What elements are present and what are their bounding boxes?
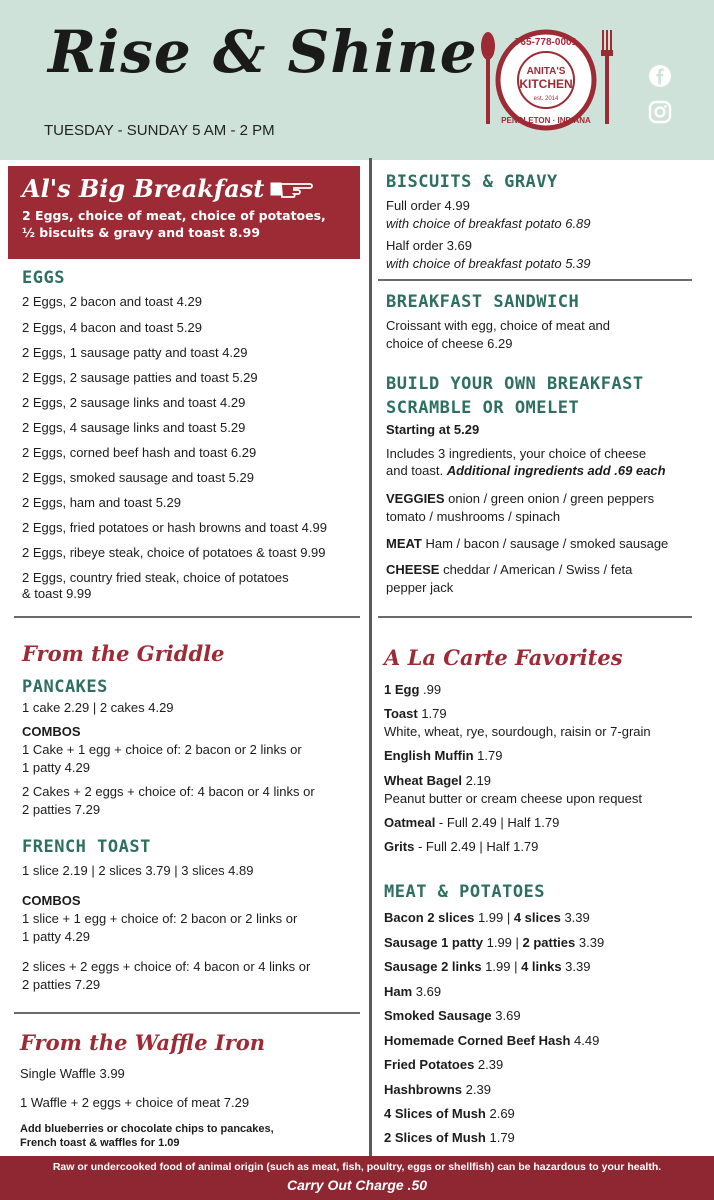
- egg-item: & toast 9.99: [22, 586, 92, 601]
- mp-mush2-label: 2 Slices of Mush: [384, 1130, 486, 1145]
- egg-item: 2 Eggs, 2 sausage links and toast 4.29: [22, 395, 246, 410]
- mp-ham-price: 3.69: [412, 984, 442, 999]
- mp-mush2-price: 1.79: [485, 1130, 515, 1145]
- logo-est: est. 2014: [533, 96, 559, 102]
- build-starting-price: Starting at 5.29: [386, 422, 480, 437]
- meat-label: MEAT: [386, 536, 422, 551]
- build-includes-2: [386, 463, 666, 479]
- hours: TUESDAY - SUNDAY 5 AM - 2 PM: [44, 122, 275, 139]
- page-title: Rise & Shine: [48, 18, 478, 86]
- french-toast-heading: FRENCH TOAST: [22, 837, 151, 857]
- alacarte-heading: A La Carte Favorites: [384, 645, 623, 670]
- griddle-heading: From the Griddle: [22, 641, 225, 666]
- mp-fried-price: 2.39: [474, 1057, 504, 1072]
- egg-item: 2 Eggs, 2 bacon and toast 4.29: [22, 294, 202, 309]
- logo-name-bottom: KITCHEN: [519, 77, 573, 91]
- facebook-icon[interactable]: [648, 64, 672, 88]
- cheese-line-2: pepper jack: [386, 580, 454, 595]
- waffle-heading: From the Waffle Iron: [20, 1030, 266, 1055]
- mp-sp-price-2: 3.39: [575, 935, 605, 950]
- meat-options: Ham / bacon / sausage / smoked sausage: [421, 536, 669, 551]
- mp-mush4-price: 2.69: [485, 1106, 515, 1121]
- footer: [0, 1156, 714, 1200]
- french-toast-prices: 1 slice 2.19 | 2 slices 3.79 | 3 slices 4.89: [22, 863, 254, 878]
- mp-sausage-patty: [384, 935, 604, 951]
- veggies-line-1: [386, 491, 654, 507]
- mp-sl-label: Sausage 2 links: [384, 959, 482, 974]
- cheese-options: cheddar / American / Swiss / feta: [439, 562, 633, 577]
- mp-mush4-label: 4 Slices of Mush: [384, 1106, 486, 1121]
- egg-price: .99: [419, 682, 442, 697]
- eggs-heading: EGGS: [22, 268, 65, 288]
- mp-bacon-price-1: 1.99 |: [474, 910, 514, 925]
- sandwich-desc-1: Croissant with egg, choice of meat and: [386, 318, 611, 333]
- mp-smoked-price: 3.69: [491, 1008, 521, 1023]
- cheese-label: CHEESE: [386, 562, 440, 577]
- egg-item: 2 Eggs, fried potatoes or hash browns and toast 4.99: [22, 520, 327, 535]
- biscuits-heading: BISCUITS & GRAVY: [386, 172, 558, 192]
- pancakes-prices: 1 cake 2.29 | 2 cakes 4.29: [22, 700, 174, 715]
- single-waffle: Single Waffle 3.99: [20, 1066, 125, 1081]
- mp-sl-price-2: 3.39: [561, 959, 591, 974]
- big-breakfast-line2: ½ biscuits & gravy and toast 8.99: [22, 225, 261, 240]
- divider: [14, 616, 360, 618]
- sandwich-desc-2: choice of cheese 6.29: [386, 336, 513, 351]
- addon-note-1: Add blueberries or chocolate chips to pancakes,: [20, 1123, 274, 1135]
- mp-hash-label: Homemade Corned Beef Hash: [384, 1033, 571, 1048]
- pancake-combo-1b: 1 patty 4.29: [22, 760, 90, 775]
- egg-item: 2 Eggs, 2 sausage patties and toast 5.29: [22, 370, 258, 385]
- mp-hashbrowns: [384, 1082, 491, 1098]
- mp-fried: [384, 1057, 503, 1073]
- muffin-price: 1.79: [473, 748, 503, 763]
- egg-item: 2 Eggs, ham and toast 5.29: [22, 495, 181, 510]
- logo-location: PENDLETON · INDIANA: [501, 116, 591, 125]
- meat-line: [386, 536, 668, 552]
- build-includes-1: Includes 3 ingredients, your choice of cheese: [386, 446, 647, 461]
- mp-sl-label-2: 4 links: [521, 959, 562, 974]
- pancake-combo-2b: 2 patties 7.29: [22, 802, 101, 817]
- oatmeal-price: - Full 2.49 | Half 1.79: [435, 815, 560, 830]
- muffin-label: English Muffin: [384, 748, 474, 763]
- toast-price: 1.79: [417, 706, 447, 721]
- grits-label: Grits: [384, 839, 415, 854]
- cheese-line-1: [386, 562, 632, 578]
- spoon-icon: [481, 32, 495, 124]
- mp-bacon: [384, 910, 590, 926]
- mp-bacon-label-2: 4 slices: [513, 910, 561, 925]
- french-toast-combos-heading: COMBOS: [22, 893, 81, 908]
- french-toast-combo-1b: 1 patty 4.29: [22, 929, 90, 944]
- biscuits-half: Half order 3.69: [386, 238, 472, 253]
- egg-item: 2 Eggs, country fried steak, choice of potatoes: [22, 570, 289, 585]
- mp-fried-label: Fried Potatoes: [384, 1057, 475, 1072]
- alacarte-toast: [384, 706, 447, 722]
- build-heading-1: BUILD YOUR OWN BREAKFAST: [386, 374, 644, 394]
- egg-item: 2 Eggs, 1 sausage patty and toast 4.29: [22, 345, 248, 360]
- french-toast-combo-2a: 2 slices + 2 eggs + choice of: 4 bacon or 4 links or: [22, 959, 311, 974]
- logo-name-top: ANITA'S: [526, 66, 566, 77]
- mp-sp-price-1: 1.99 |: [483, 935, 523, 950]
- header: [0, 0, 714, 160]
- divider: [378, 616, 692, 618]
- build-additional: Additional ingredients add .69 each: [446, 463, 666, 478]
- toast-label: Toast: [384, 706, 418, 721]
- biscuits-full-with-potato: with choice of breakfast potato 6.89: [386, 216, 591, 231]
- alacarte-bagel: [384, 773, 491, 789]
- mp-hash: [384, 1033, 599, 1049]
- mp-bacon-price-2: 3.39: [560, 910, 590, 925]
- biscuits-half-with-potato: with choice of breakfast potato 5.39: [386, 256, 591, 271]
- egg-label: 1 Egg: [384, 682, 420, 697]
- mp-bacon-label: Bacon 2 slices: [384, 910, 475, 925]
- mp-hb-price: 2.39: [462, 1082, 491, 1097]
- alacarte-egg: [384, 682, 441, 698]
- sandwich-heading: BREAKFAST SANDWICH: [386, 292, 580, 312]
- alacarte-oatmeal: [384, 815, 559, 831]
- egg-item: 2 Eggs, smoked sausage and toast 5.29: [22, 470, 254, 485]
- pancakes-heading: PANCAKES: [22, 677, 108, 697]
- oatmeal-label: Oatmeal: [384, 815, 436, 830]
- french-toast-combo-2b: 2 patties 7.29: [22, 977, 101, 992]
- mp-sp-label-2: 2 patties: [522, 935, 576, 950]
- egg-item: 2 Eggs, ribeye steak, choice of potatoes & toast 9.99: [22, 545, 326, 560]
- bagel-price: 2.19: [462, 773, 491, 788]
- bagel-note: Peanut butter or cream cheese upon request: [384, 791, 642, 806]
- biscuits-full: Full order 4.99: [386, 198, 470, 213]
- mp-hb-label: Hashbrowns: [384, 1082, 463, 1097]
- meat-potatoes-heading: MEAT & POTATOES: [384, 882, 546, 902]
- mp-smoked-label: Smoked Sausage: [384, 1008, 492, 1023]
- bagel-label: Wheat Bagel: [384, 773, 463, 788]
- grits-price: - Full 2.49 | Half 1.79: [414, 839, 539, 854]
- alacarte-muffin: [384, 748, 502, 764]
- mp-hash-price: 4.49: [570, 1033, 600, 1048]
- pancake-combo-2a: 2 Cakes + 2 eggs + choice of: 4 bacon or 4 links or: [22, 784, 315, 799]
- mp-sl-price-1: 1.99 |: [481, 959, 522, 974]
- big-breakfast-line1: 2 Eggs, choice of meat, choice of potatoes,: [22, 208, 326, 223]
- mp-ham: [384, 984, 441, 1000]
- addon-note-2: French toast & waffles for 1.09: [20, 1137, 180, 1149]
- mp-sausage-links: [384, 959, 590, 975]
- health-disclaimer: Raw or undercooked food of animal origin (such as meat, fish, poultry, eggs or shellfish) can be hazardous to your health.: [52, 1161, 662, 1173]
- toast-options: White, wheat, rye, sourdough, raisin or 7-grain: [384, 724, 651, 739]
- carry-out-charge: Carry Out Charge .50: [286, 1177, 428, 1193]
- divider: [378, 279, 692, 281]
- instagram-icon[interactable]: [648, 100, 672, 124]
- veggies-options: onion / green onion / green peppers: [444, 491, 655, 506]
- big-breakfast-desc: [22, 207, 346, 241]
- logo-phone: 765-778-0001: [514, 37, 578, 48]
- pancake-combo-1a: 1 Cake + 1 egg + choice of: 2 bacon or 2 links or: [22, 742, 302, 757]
- pancake-combos-heading: COMBOS: [22, 724, 81, 739]
- mp-sp-label: Sausage 1 patty: [384, 935, 483, 950]
- big-breakfast-title: Al's Big Breakfast: [22, 174, 265, 203]
- alacarte-grits: [384, 839, 538, 855]
- egg-item: 2 Eggs, 4 bacon and toast 5.29: [22, 320, 202, 335]
- french-toast-combo-1a: 1 slice + 1 egg + choice of: 2 bacon or 2 links or: [22, 911, 298, 926]
- pointing-hand-icon: [270, 178, 314, 200]
- divider: [14, 1012, 360, 1014]
- mp-ham-label: Ham: [384, 984, 413, 999]
- restaurant-logo: [478, 28, 618, 132]
- veggies-label: VEGGIES: [386, 491, 445, 506]
- build-includes-2a: and toast.: [386, 463, 447, 478]
- mp-smoked: [384, 1008, 521, 1024]
- build-heading-2: SCRAMBLE OR OMELET: [386, 398, 580, 418]
- mp-mush-2: [384, 1130, 515, 1146]
- column-divider: [369, 158, 372, 1156]
- fork-icon: [601, 30, 613, 124]
- egg-item: 2 Eggs, 4 sausage links and toast 5.29: [22, 420, 246, 435]
- egg-item: 2 Eggs, corned beef hash and toast 6.29: [22, 445, 257, 460]
- mp-mush-4: [384, 1106, 515, 1122]
- veggies-line-2: tomato / mushrooms / spinach: [386, 509, 561, 524]
- waffle-combo: 1 Waffle + 2 eggs + choice of meat 7.29: [20, 1095, 250, 1110]
